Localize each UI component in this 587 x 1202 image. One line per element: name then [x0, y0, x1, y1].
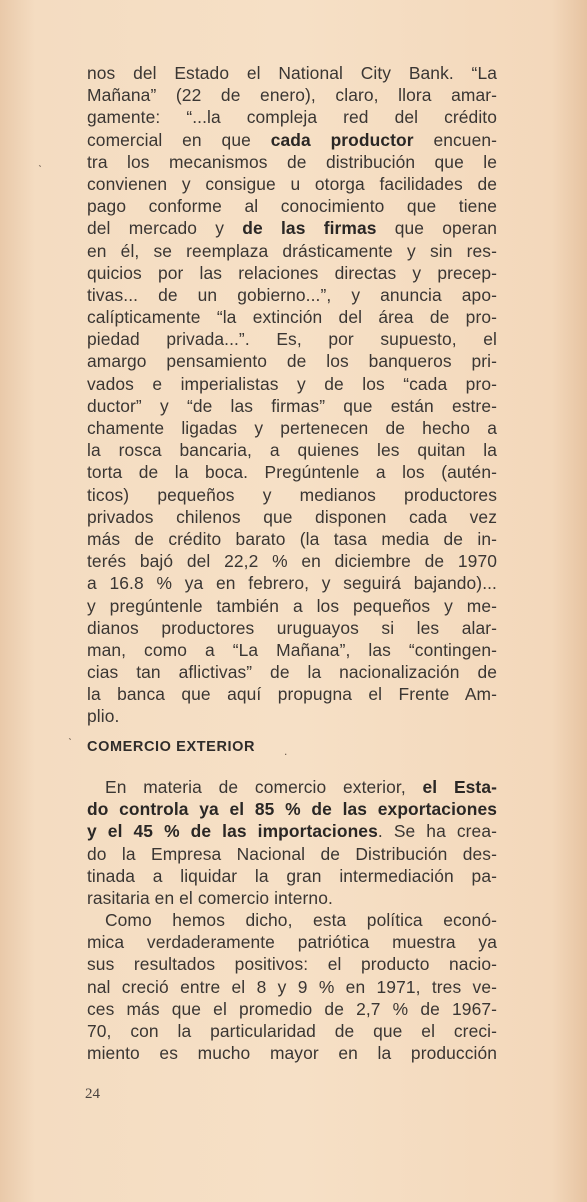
text-run: miento es mucho mayor en la producción	[87, 1043, 497, 1064]
text-line	[87, 776, 497, 798]
text-line	[87, 595, 497, 617]
text-line	[87, 151, 497, 173]
text-run: do la Empresa Nacional de Distribución des-	[87, 843, 497, 864]
text-run: ticos) pequeños y medianos productores	[87, 484, 497, 505]
text-run: En materia de comercio exterior,	[105, 777, 423, 797]
stray-mark: .	[284, 744, 288, 758]
text-run: a 16.8 % ya en febrero, y seguirá bajando)...	[87, 573, 497, 594]
text-line	[87, 506, 497, 528]
bold-run: el Esta-	[422, 777, 497, 797]
text-line	[87, 373, 497, 395]
text-line	[87, 998, 497, 1020]
text-run: plio.	[87, 706, 120, 727]
text-run: nos del Estado el National City Bank. “La	[87, 63, 497, 83]
text-line	[87, 865, 497, 887]
text-line	[87, 1020, 497, 1042]
text-run: mica verdaderamente patriótica muestra ya	[87, 932, 497, 953]
text-run: en él, se reemplaza drásticamente y sin res-	[87, 240, 497, 261]
text-line	[87, 262, 497, 284]
text-run: tinada a liquidar la gran intermediación pa-	[87, 865, 497, 886]
text-run: sus resultados positivos: el producto nacio-	[87, 954, 497, 975]
text-run: dianos productores uruguayos si les alar-	[87, 617, 497, 638]
text-line	[87, 820, 497, 842]
text-run: gamente: “...la compleja red del crédito	[87, 107, 497, 128]
paragraph-banking	[87, 62, 497, 728]
paragraph-foreign-trade	[87, 776, 497, 909]
text-line	[87, 909, 497, 931]
text-run: piedad privada...”. Es, por supuesto, el	[87, 329, 497, 350]
paragraph-economic-policy	[87, 909, 497, 1064]
text-line	[87, 328, 497, 350]
text-run: la rosca bancaria, a quienes les quitan la	[87, 440, 497, 461]
section-heading: COMERCIO EXTERIOR	[87, 739, 256, 755]
bold-run: de las firmas	[242, 218, 377, 239]
text-run: pago conforme al conocimiento que tiene	[87, 196, 497, 217]
page-number: 24	[85, 1086, 100, 1102]
text-line	[87, 843, 497, 865]
text-line	[87, 350, 497, 372]
text-line	[87, 417, 497, 439]
text-run: torta de la boca. Pregúntenle a los (autén-	[87, 462, 497, 483]
stray-mark: ˋ	[38, 163, 42, 177]
text-line	[87, 217, 497, 239]
text-run: man, como a “La Mañana”, las “contingen-	[87, 639, 497, 660]
text-line	[87, 240, 497, 262]
text-run: tivas... de un gobierno...”, y anuncia apo-	[87, 284, 497, 305]
text-run: quicios por las relaciones directas y precep-	[87, 262, 497, 283]
text-run: la banca que aquí propugna el Frente Am-	[87, 684, 497, 705]
text-line	[87, 106, 497, 128]
text-run: ductor” y “de las firmas” que están estre-	[87, 395, 497, 416]
text-line	[87, 528, 497, 550]
text-line	[87, 661, 497, 683]
text-line	[87, 953, 497, 975]
text-run: Mañana” (22 de enero), claro, llora amar-	[87, 85, 497, 106]
text-run: cias tan aflictivas” de la nacionalización de	[87, 662, 497, 683]
text-run: chamente ligadas y pertenecen de hecho a	[87, 418, 497, 438]
text-line	[87, 62, 497, 84]
text-run: . Se ha crea-	[377, 821, 497, 842]
text-line	[87, 439, 497, 461]
text-run: nal creció entre el 8 y 9 % en 1971, tres ve-	[87, 976, 497, 997]
text-run: terés bajó del 22,2 % en diciembre de 1970	[87, 551, 497, 572]
text-line	[87, 1042, 497, 1064]
stray-mark: ˋ	[68, 736, 72, 750]
text-line	[87, 195, 497, 217]
bold-run: y el 45 % de las importaciones	[87, 821, 378, 842]
text-run: del mercado y	[87, 218, 243, 239]
text-line	[87, 976, 497, 998]
bold-run: do controla ya el 85 % de las exportaciones	[87, 799, 497, 820]
text-line	[87, 129, 497, 151]
text-line	[87, 550, 497, 572]
text-line	[87, 484, 497, 506]
text-run: que operan	[376, 218, 497, 239]
text-run: calípticamente “la extinción del área de pro-	[87, 307, 497, 328]
text-run: más de crédito barato (la tasa media de in-	[87, 528, 497, 549]
text-run: privados chilenos que disponen cada vez	[87, 506, 497, 527]
text-run: vados e imperialistas y de los “cada pro-	[87, 373, 497, 394]
text-run: Como hemos dicho, esta política econó-	[105, 910, 497, 930]
text-line	[87, 931, 497, 953]
text-line	[87, 306, 497, 328]
text-run: amargo pensamiento de los banqueros pri-	[87, 351, 497, 372]
text-line	[87, 173, 497, 195]
text-run: rasitaria en el comercio interno.	[87, 887, 333, 908]
text-line	[87, 84, 497, 106]
text-run: convienen y consigue u otorga facilidades de	[87, 173, 497, 194]
text-run: encuen-	[413, 129, 497, 150]
text-line	[87, 572, 497, 594]
text-line	[87, 887, 497, 909]
bold-run: cada productor	[270, 129, 414, 150]
text-line	[87, 683, 497, 705]
text-run: y pregúntenle también a los pequeños y me-	[87, 595, 497, 616]
text-run: comercial en que	[87, 129, 271, 150]
text-line	[87, 617, 497, 639]
text-line	[87, 639, 497, 661]
text-line	[87, 395, 497, 417]
text-run: tra los mecanismos de distribución que le	[87, 151, 497, 172]
text-run: 70, con la particularidad de que el creci-	[87, 1020, 497, 1041]
text-run: ces más que el promedio de 2,7 % de 1967-	[87, 998, 497, 1019]
text-line	[87, 284, 497, 306]
text-line	[87, 798, 497, 820]
text-line	[87, 461, 497, 483]
text-line	[87, 705, 497, 727]
